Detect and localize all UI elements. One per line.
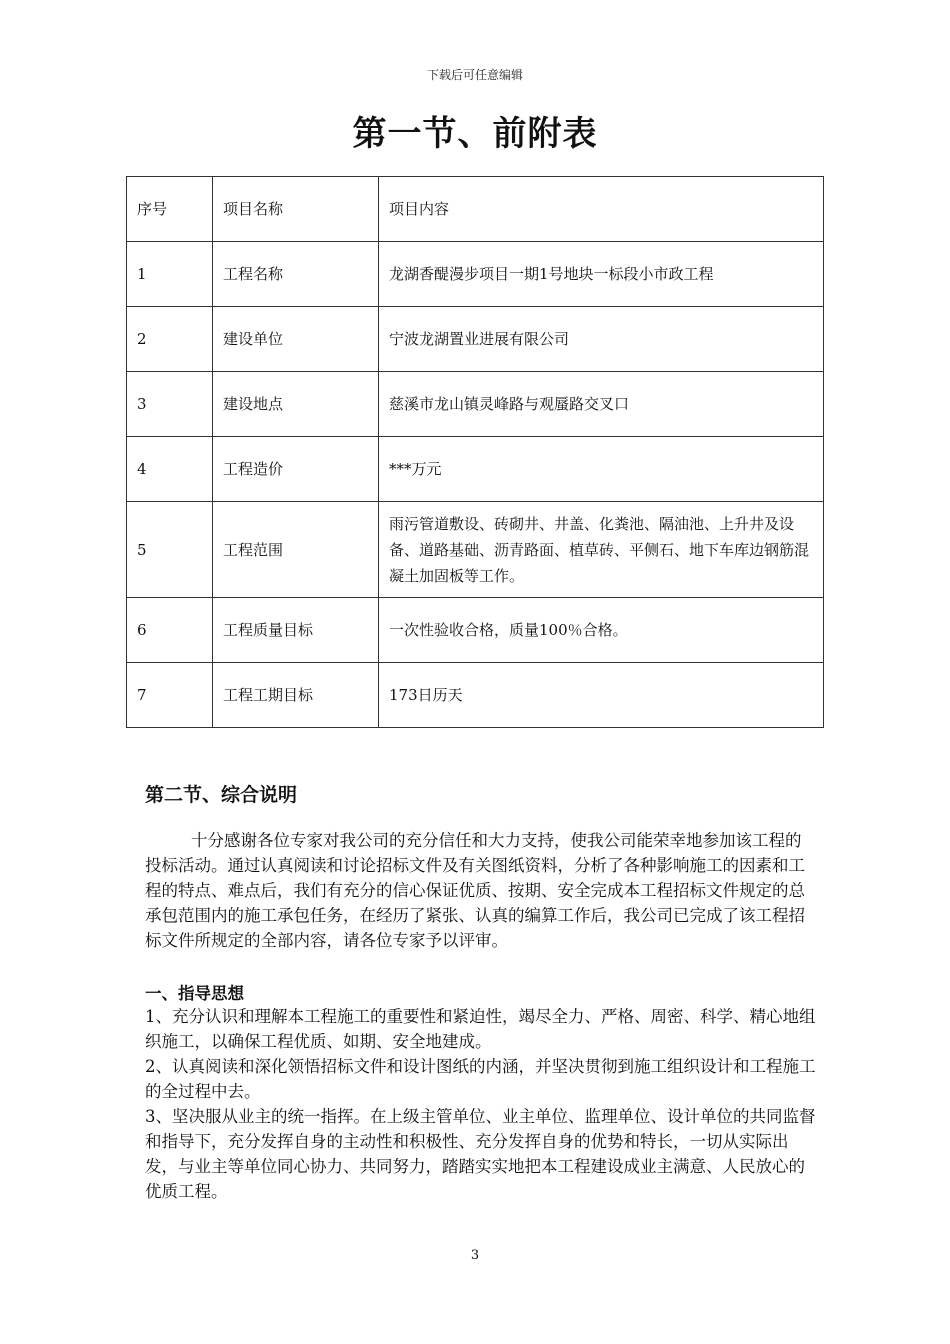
- cell-content: ***万元: [379, 437, 824, 502]
- cell-content: 慈溪市龙山镇灵峰路与观蜃路交叉口: [379, 372, 824, 437]
- cell-no: 4: [127, 437, 213, 502]
- table-row: [127, 663, 824, 728]
- header-cell-content: 项目内容: [379, 177, 824, 242]
- guideline-paragraph: 1、充分认识和理解本工程施工的重要性和紧迫性，竭尽全力、严格、周密、科学、精心地组织施工，以确保工程优质、如期、安全地建成。: [145, 1007, 816, 1051]
- cell-name: 工程质量目标: [213, 598, 379, 663]
- cell-no: 6: [127, 598, 213, 663]
- cell-no: 3: [127, 372, 213, 437]
- guideline-paragraph: 3、坚决服从业主的统一指挥。在上级主管单位、业主单位、监理单位、设计单位的共同监督和指导下，充分发挥自身的主动性和积极性、充分发挥自身的优势和特长，一切从实际出发，与业主等单位同心协力、共同努力，踏踏实实地把本工程建设成业主满意、人民放心的优质工程。: [145, 1107, 816, 1201]
- cell-no: 5: [127, 502, 213, 598]
- cell-content: 龙湖香醍漫步项目一期1号地块一标段小市政工程: [379, 242, 824, 307]
- cell-name: 建设单位: [213, 307, 379, 372]
- cell-name: 工程工期目标: [213, 663, 379, 728]
- table-row: [127, 502, 824, 598]
- table-row: [127, 307, 824, 372]
- cell-content: 雨污管道敷设、砖砌井、井盖、化粪池、隔油池、上升井及设备、道路基础、沥青路面、植草砖、平侧石、地下车库边钢筋混凝土加固板等工作。: [379, 502, 824, 598]
- section-title: 第二节、综合说明: [145, 784, 298, 806]
- guideline-paragraph: 2、认真阅读和深化领悟招标文件和设计图纸的内涵，并坚决贯彻到施工组织设计和工程施工的全过程中去。: [145, 1057, 816, 1101]
- appendix-table: [126, 176, 824, 728]
- cell-name: 建设地点: [213, 372, 379, 437]
- header-note: 下载后可任意编辑: [426, 68, 523, 82]
- table-row: [127, 372, 824, 437]
- cell-no: 2: [127, 307, 213, 372]
- page-number: 3: [470, 1248, 480, 1263]
- cell-no: 1: [127, 242, 213, 307]
- table-row: [127, 598, 824, 663]
- cell-name: 工程范围: [213, 502, 379, 598]
- table-row: [127, 242, 824, 307]
- cell-name: 工程名称: [213, 242, 379, 307]
- header-cell-name: 项目名称: [213, 177, 379, 242]
- table-header-row: [127, 177, 824, 242]
- cell-content: 一次性验收合格，质量100％合格。: [379, 598, 824, 663]
- header-cell-no: 序号: [127, 177, 213, 242]
- page-title: 第一节、前附表: [352, 114, 598, 154]
- subheading: 一、指导思想: [145, 984, 244, 1003]
- cell-no: 7: [127, 663, 213, 728]
- cell-content: 宁波龙湖置业进展有限公司: [379, 307, 824, 372]
- cell-content: 173日历天: [379, 663, 824, 728]
- table-row: [127, 437, 824, 502]
- intro-paragraph: 十分感谢各位专家对我公司的充分信任和大力支持，使我公司能荣幸地参加该工程的投标活动。通过认真阅读和讨论招标文件及有关图纸资料，分析了各种影响施工的因素和工程的特点、难点后，我们有充分的信心保证优质、按期、安全完成本工程招标文件规定的总承包范围内的施工承包任务，在经历了紧张、认真的编算工作后，我公司已完成了该工程招标文件所规定的全部内容，请各位专家予以评审。: [145, 831, 805, 950]
- cell-name: 工程造价: [213, 437, 379, 502]
